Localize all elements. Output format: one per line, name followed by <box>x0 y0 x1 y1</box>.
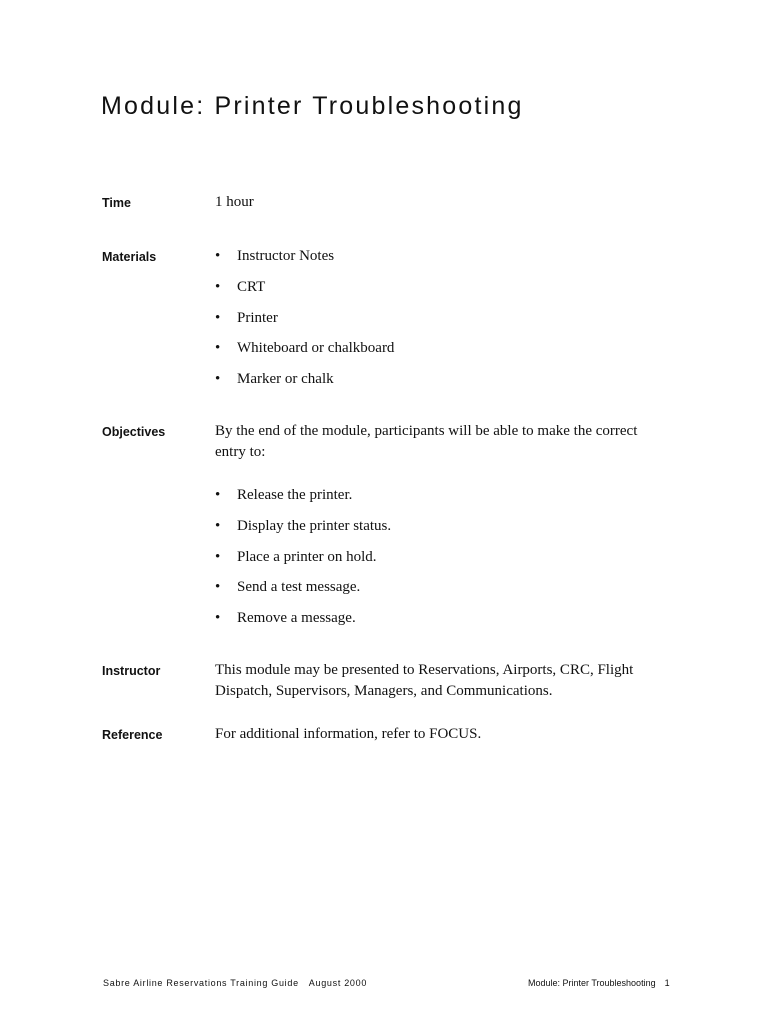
list-item <box>215 246 394 267</box>
bullet-icon: • <box>215 278 221 295</box>
list-item <box>215 577 391 598</box>
list-item-text: CRT <box>237 278 266 295</box>
bullet-icon: • <box>215 309 221 326</box>
objectives-label: Objectives <box>102 425 166 439</box>
list-item <box>215 485 391 506</box>
footer-guide-title: Sabre Airline Reservations Training Guide <box>103 978 299 988</box>
list-item-text: Release the printer. <box>237 487 353 503</box>
bullet-icon: • <box>215 579 221 596</box>
list-item-text: Whiteboard or chalkboard <box>237 340 395 357</box>
list-item <box>215 608 391 629</box>
page-number: 1 <box>664 978 670 988</box>
time-label: Time <box>102 196 131 210</box>
objectives-intro: By the end of the module, participants will be able to make the correct entry to: <box>215 423 638 460</box>
bullet-icon: • <box>215 548 221 565</box>
list-item <box>215 547 391 568</box>
list-item-text: Marker or chalk <box>237 371 334 388</box>
list-item <box>215 338 394 359</box>
footer-date: August 2000 <box>308 978 368 988</box>
list-item-text: Place a printer on hold. <box>237 548 377 565</box>
materials-list <box>215 246 394 400</box>
footer-guide <box>103 977 367 989</box>
list-item <box>215 308 394 329</box>
list-item-text: Display the printer status. <box>237 517 392 534</box>
page-title: Module: Printer Troubleshooting <box>101 92 524 120</box>
bullet-icon: • <box>215 517 221 534</box>
bullet-icon: • <box>215 371 221 388</box>
footer-module-title: Module: Printer Troubleshooting <box>528 978 656 988</box>
list-item <box>215 277 394 298</box>
list-item <box>215 516 391 537</box>
list-item-text: Instructor Notes <box>237 248 335 264</box>
instructor-label: Instructor <box>102 664 161 678</box>
list-item-text: Remove a message. <box>237 610 356 627</box>
list-item <box>215 369 394 390</box>
instructor-text: This module may be presented to Reservations, Airports, CRC, Flight Dispatch, Supervisors, Managers, and Communications. <box>215 662 634 699</box>
list-item-text: Send a test message. <box>237 579 361 596</box>
footer-module <box>528 977 670 989</box>
objectives-list <box>215 485 391 639</box>
bullet-icon: • <box>215 610 221 627</box>
materials-label: Materials <box>102 250 157 264</box>
time-value: 1 hour <box>215 194 254 210</box>
bullet-icon: • <box>215 487 221 503</box>
bullet-icon: • <box>215 248 221 264</box>
reference-label: Reference <box>102 728 163 742</box>
reference-text: For additional information, refer to FOCUS. <box>215 726 482 742</box>
list-item-text: Printer <box>237 309 278 326</box>
bullet-icon: • <box>215 340 221 357</box>
